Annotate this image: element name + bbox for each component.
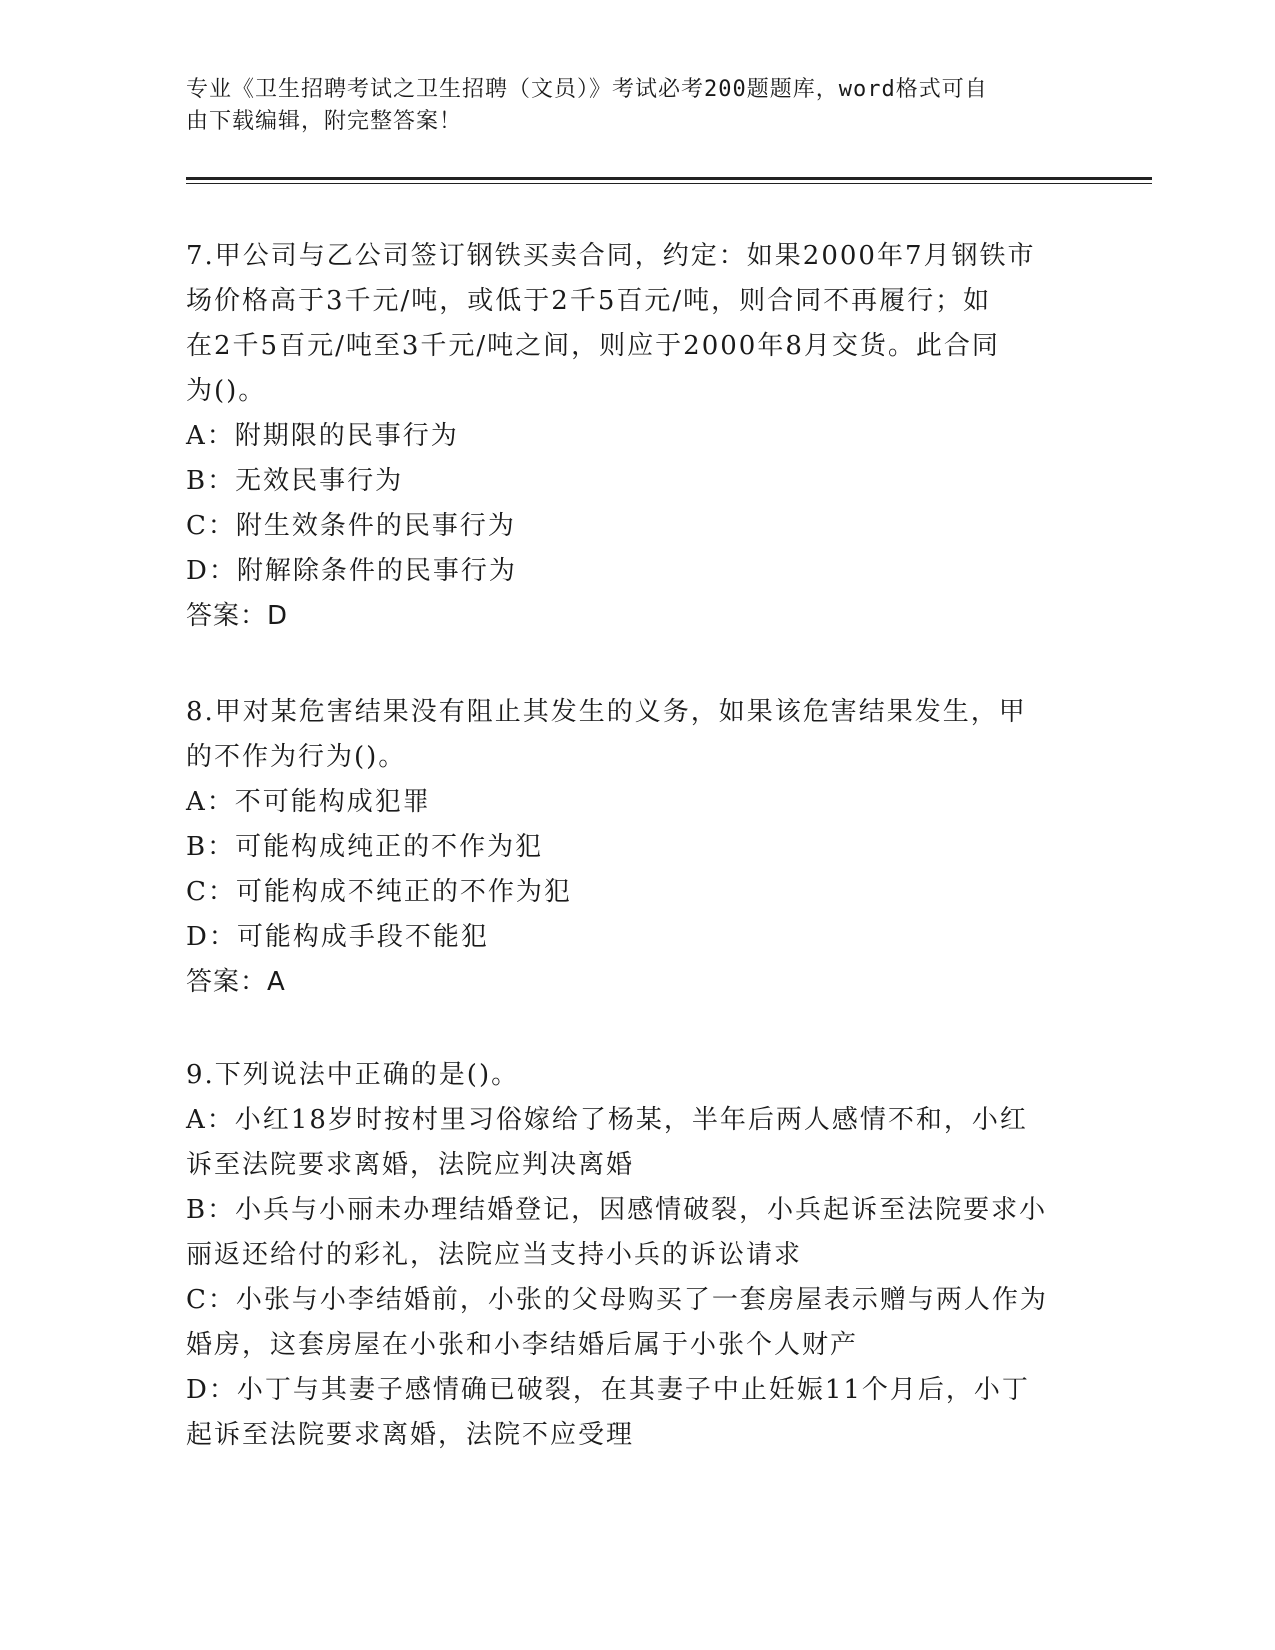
question-8: [186, 690, 1066, 1005]
question-stem-line: 场价格高于3千元/吨，或低于2千5百元/吨，则合同不再履行；如: [186, 286, 992, 316]
answer-line: 答案：D: [186, 601, 289, 631]
option-a: A：附期限的民事行为: [186, 421, 459, 451]
option-d-continued: 起诉至法院要求离婚，法院不应受理: [186, 1420, 635, 1450]
header-divider-thin: [186, 183, 1152, 184]
option-b: B：无效民事行为: [186, 466, 404, 496]
option-c: C：附生效条件的民事行为: [186, 511, 516, 541]
option-c: C：可能构成不纯正的不作为犯: [186, 877, 572, 907]
header-line-1: 专业《卫生招聘考试之卫生招聘（文员）》考试必考200题题库，word格式可自: [186, 77, 988, 102]
header-line-2: 由下载编辑，附完整答案！: [186, 109, 463, 134]
header-divider-thick: [186, 177, 1152, 180]
option-a: A：不可能构成犯罪: [186, 787, 431, 817]
option-d: D：附解除条件的民事行为: [186, 556, 517, 586]
option-c-continued: 婚房，这套房屋在小张和小李结婚后属于小张个人财产: [186, 1330, 859, 1360]
answer-line: 答案：A: [186, 967, 286, 997]
document-header: [186, 74, 1076, 138]
option-b: B：小兵与小丽未办理结婚登记，因感情破裂，小兵起诉至法院要求小: [186, 1195, 1048, 1225]
question-stem-line: 在2千5百元/吨至3千元/吨之间，则应于2000年8月交货。此合同: [186, 331, 1000, 361]
option-d: D：可能构成手段不能犯: [186, 922, 489, 952]
option-b-continued: 丽返还给付的彩礼，法院应当支持小兵的诉讼请求: [186, 1240, 803, 1270]
question-stem-line: 的不作为行为()。: [186, 742, 407, 772]
question-7: [186, 234, 1066, 639]
option-a: A：小红18岁时按村里习俗嫁给了杨某，半年后两人感情不和，小红: [186, 1105, 1028, 1135]
question-stem-line: 为()。: [186, 376, 267, 406]
option-a-continued: 诉至法院要求离婚，法院应判决离婚: [186, 1150, 635, 1180]
option-d: D：小丁与其妻子感情确已破裂，在其妻子中止妊娠11个月后，小丁: [186, 1375, 1030, 1405]
question-stem-line: 8.甲对某危害结果没有阻止其发生的义务，如果该危害结果发生，甲: [186, 697, 1027, 727]
option-b: B：可能构成纯正的不作为犯: [186, 832, 544, 862]
question-9: [186, 1053, 1066, 1458]
question-stem-line: 7.甲公司与乙公司签订钢铁买卖合同，约定：如果2000年7月钢铁市: [186, 241, 1036, 271]
question-stem-line: 9.下列说法中正确的是()。: [186, 1060, 520, 1090]
option-c: C：小张与小李结婚前，小张的父母购买了一套房屋表示赠与两人作为: [186, 1285, 1048, 1315]
